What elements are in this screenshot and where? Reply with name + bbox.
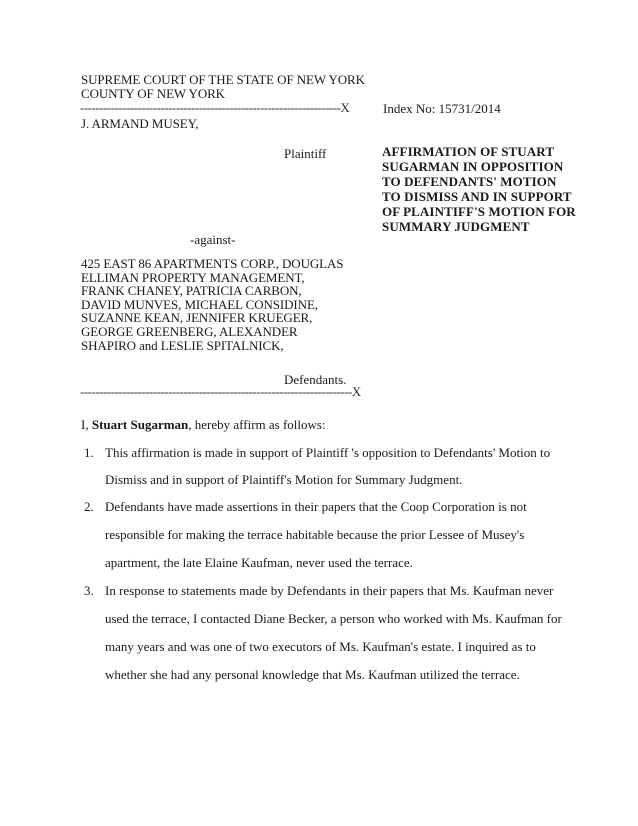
affiant-name: Stuart Sugarman <box>91 417 189 432</box>
defendant-line: FRANK CHANEY, PATRICIA CARBON, <box>81 283 302 299</box>
defendant-line: DAVID MUNVES, MICHAEL CONSIDINE, <box>81 296 318 312</box>
against-label: -against- <box>190 232 236 247</box>
paragraph-line: whether she had any personal knowledge that Ms. Kaufman utilized the terrace. <box>105 667 520 682</box>
court-name: SUPREME COURT OF THE STATE OF NEW YORK <box>81 72 365 87</box>
paragraph-number: 3. <box>84 583 94 598</box>
intro-suffix: , hereby affirm as follows: <box>188 417 326 432</box>
title-line: SUMMARY JUDGMENT <box>382 219 530 234</box>
paragraph-number: 1. <box>84 445 94 460</box>
title-line: AFFIRMATION OF STUART <box>382 144 555 159</box>
defendants-list <box>81 257 343 352</box>
title-line: OF PLAINTIFF'S MOTION FOR <box>382 204 576 219</box>
paragraph-line: Defendants have made assertions in their papers that the Coop Corporation is not <box>105 499 527 514</box>
defendant-line: GEORGE GREENBERG, ALEXANDER <box>81 323 298 339</box>
title-line: SUGARMAN IN OPPOSITION <box>382 159 564 174</box>
paragraph-line: responsible for making the terrace habitable because the prior Lessee of Musey's <box>105 527 525 542</box>
defendant-line: SUZANNE KEAN, JENNIFER KRUEGER, <box>81 310 313 326</box>
title-line: TO DISMISS AND IN SUPPORT <box>382 189 572 204</box>
paragraph-line: Dismiss and in support of Plaintiff's Motion for Summary Judgment. <box>105 472 463 487</box>
paragraph-line: apartment, the late Elaine Kaufman, never used the terrace. <box>105 555 413 570</box>
index-number: Index No: 15731/2014 <box>383 101 501 116</box>
plaintiff-role: Plaintiff <box>284 146 327 161</box>
intro-prefix: I, <box>81 417 92 432</box>
defendants-role: Defendants. <box>284 372 347 387</box>
caption-rule-bottom: -----------------------------------------------------------------------X <box>80 384 361 399</box>
plaintiff-name: J. ARMAND MUSEY, <box>81 116 199 131</box>
court-county: COUNTY OF NEW YORK <box>81 86 225 101</box>
defendant-line: ELLIMAN PROPERTY MANAGEMENT, <box>81 269 305 285</box>
defendant-line: SHAPIRO and LESLIE SPITALNICK, <box>81 337 284 353</box>
document-title <box>382 144 602 234</box>
affirmation-intro <box>81 417 326 433</box>
paragraph-line: used the terrace, I contacted Diane Becker, a person who worked with Ms. Kaufman for <box>105 611 562 626</box>
paragraph-line: This affirmation is made in support of Plaintiff 's opposition to Defendants' Motion to <box>105 445 551 460</box>
caption-rule-top: --------------------------------------------------------------------X <box>80 100 350 115</box>
paragraph-line: In response to statements made by Defendants in their papers that Ms. Kaufman never <box>105 583 554 598</box>
paragraph-number: 2. <box>84 499 94 514</box>
defendant-line: 425 EAST 86 APARTMENTS CORP., DOUGLAS <box>81 256 344 271</box>
paragraph-line: many years and was one of two executors of Ms. Kaufman's estate. I inquired as to <box>105 639 536 654</box>
title-line: TO DEFENDANTS' MOTION <box>382 174 557 189</box>
